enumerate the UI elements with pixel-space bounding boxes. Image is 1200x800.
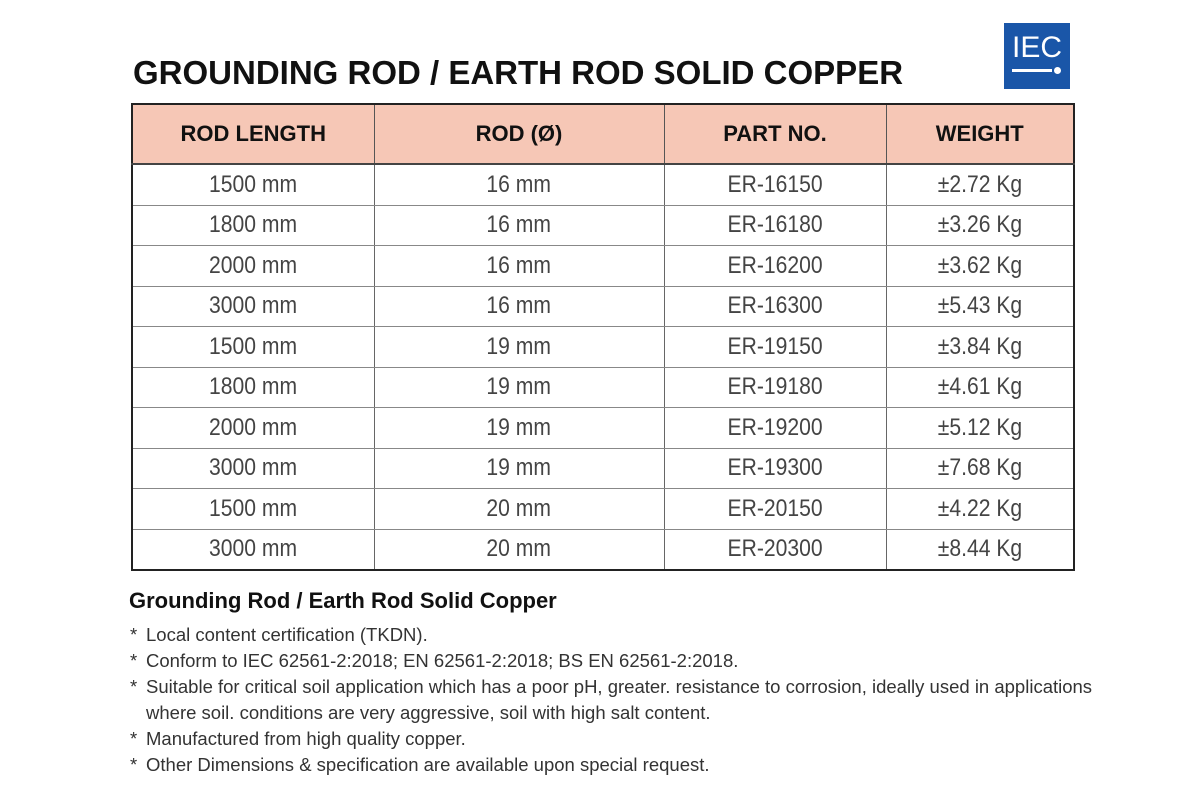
note-item: * Manufactured from high quality copper.: [130, 726, 1130, 752]
column-header-rod-length: ROD LENGTH: [132, 104, 374, 164]
rod-length-cell: 1500 mm: [132, 164, 374, 205]
iec-logo-line: [1012, 69, 1052, 72]
asterisk-bullet: *: [130, 676, 138, 697]
asterisk-bullet: *: [130, 728, 138, 749]
table-row: [132, 408, 1074, 449]
table-row: [132, 286, 1074, 327]
rod-diameter-cell: 19 mm: [374, 448, 664, 489]
weight-cell: ±4.61 Kg: [886, 367, 1074, 408]
table-row: [132, 489, 1074, 530]
iec-logo-text: IEC: [1011, 31, 1062, 64]
iec-logo-dot: [1054, 67, 1061, 74]
table-row: [132, 327, 1074, 368]
column-header-part-no: PART NO.: [664, 104, 886, 164]
part-no-cell: ER-19300: [664, 448, 886, 489]
asterisk-bullet: *: [130, 754, 138, 775]
asterisk-bullet: *: [130, 624, 138, 645]
part-no-cell: ER-19150: [664, 327, 886, 368]
rod-length-cell: 1500 mm: [132, 327, 374, 368]
weight-cell: ±3.62 Kg: [886, 246, 1074, 287]
weight-cell: ±5.12 Kg: [886, 408, 1074, 449]
part-no-cell: ER-20150: [664, 489, 886, 530]
page-title: GROUNDING ROD / EARTH ROD SOLID COPPER: [133, 54, 904, 91]
part-no-cell: ER-20300: [664, 529, 886, 570]
rod-diameter-cell: 19 mm: [374, 408, 664, 449]
rod-length-cell: 3000 mm: [132, 448, 374, 489]
rod-diameter-cell: 16 mm: [374, 164, 664, 205]
table-row: [132, 246, 1074, 287]
table-header-row: [132, 104, 1074, 164]
weight-cell: ±2.72 Kg: [886, 164, 1074, 205]
part-no-cell: ER-19200: [664, 408, 886, 449]
table-row: [132, 448, 1074, 489]
spec-table: [131, 103, 1075, 571]
weight-cell: ±5.43 Kg: [886, 286, 1074, 327]
table-row: [132, 529, 1074, 570]
rod-length-cell: 2000 mm: [132, 246, 374, 287]
rod-length-cell: 3000 mm: [132, 529, 374, 570]
rod-diameter-cell: 19 mm: [374, 367, 664, 408]
column-header-rod-diameter: ROD (Ø): [374, 104, 664, 164]
rod-diameter-cell: 19 mm: [374, 327, 664, 368]
notes-title: Grounding Rod / Earth Rod Solid Copper: [129, 588, 557, 613]
note-item: * Other Dimensions & specification are available upon special request.: [130, 752, 1130, 778]
part-no-cell: ER-16150: [664, 164, 886, 205]
asterisk-bullet: *: [130, 650, 138, 671]
rod-diameter-cell: 16 mm: [374, 246, 664, 287]
rod-length-cell: 1800 mm: [132, 205, 374, 246]
rod-length-cell: 1500 mm: [132, 489, 374, 530]
note-item: * Suitable for critical soil application which has a poor pH, greater. resistance to corrosion, ideally used in applications where soil. conditions are very aggressive, soil with high salt content.: [130, 676, 1093, 723]
part-no-cell: ER-19180: [664, 367, 886, 408]
column-header-weight: WEIGHT: [886, 104, 1074, 164]
note-item: * Local content certification (TKDN).: [130, 622, 1130, 648]
table-row: [132, 367, 1074, 408]
iec-logo: [1004, 23, 1070, 89]
weight-cell: ±7.68 Kg: [886, 448, 1074, 489]
rod-diameter-cell: 16 mm: [374, 205, 664, 246]
notes-list: [130, 622, 1130, 778]
part-no-cell: ER-16200: [664, 246, 886, 287]
part-no-cell: ER-16300: [664, 286, 886, 327]
weight-cell: ±4.22 Kg: [886, 489, 1074, 530]
rod-length-cell: 1800 mm: [132, 367, 374, 408]
note-item: * Conform to IEC 62561-2:2018; EN 62561-2:2018; BS EN 62561-2:2018.: [130, 648, 1130, 674]
part-no-cell: ER-16180: [664, 205, 886, 246]
rod-diameter-cell: 20 mm: [374, 489, 664, 530]
weight-cell: ±8.44 Kg: [937, 535, 1022, 563]
rod-diameter-cell: 20 mm: [374, 529, 664, 570]
rod-length-cell: 2000 mm: [132, 408, 374, 449]
weight-cell: ±3.84 Kg: [886, 327, 1074, 368]
rod-length-cell: 3000 mm: [132, 286, 374, 327]
table-row: [132, 205, 1074, 246]
table-row: [132, 164, 1074, 205]
rod-diameter-cell: 16 mm: [374, 286, 664, 327]
weight-cell: ±3.26 Kg: [886, 205, 1074, 246]
